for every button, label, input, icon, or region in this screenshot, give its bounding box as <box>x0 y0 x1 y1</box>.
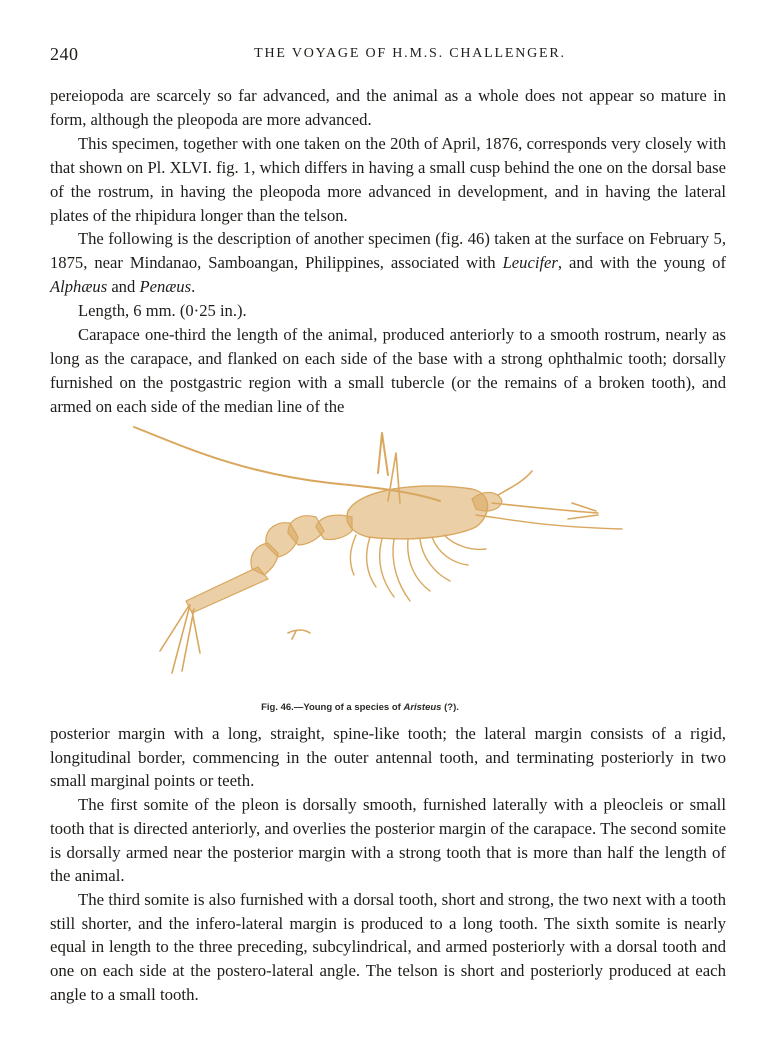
caption-genus: Aristeus <box>403 702 442 713</box>
caption-suffix: (?). <box>441 702 459 713</box>
figure-caption <box>150 702 570 713</box>
text-run: , and with the young of <box>557 253 726 273</box>
text-run: The following is the description of another specimen (fig. 46) taken at the surface on February 5, 1875, near Mindanao, Samboangan, Philippines, associated with <box>50 229 726 273</box>
paragraph-specimen-description <box>50 227 726 299</box>
figure-46-illustration <box>120 415 640 683</box>
genus-alphaeus: Alphæus <box>50 277 108 297</box>
paragraph-third-somite: The third somite is also furnished with a dorsal tooth, short and strong, the two next with a tooth still shorter, and the infero-lateral margin is produced to a long tooth. The sixth somite is nearly equal in length to the three preceding, subcylindrical, and armed posteriorly with a dorsal tooth and one on each side at the postero-lateral angle. The telson is short and posteriorly produced at each angle to a small tooth. <box>50 889 726 1004</box>
paragraph-specimen-comparison: This specimen, together with one taken on the 20th of April, 1876, corresponds very closely with that shown on Pl. XLVI. fig. 1, which differs in having a small cusp behind the one on the dorsal base of the rostrum, in having the pleopoda more advanced in development, and in having the lateral plates of the rhipidura longer than the telson. <box>50 133 726 225</box>
text-run: and <box>107 277 140 297</box>
aristeus-larva-drawing <box>120 415 640 683</box>
text-run: . <box>191 277 196 297</box>
caption-prefix: Fig. 46.—Young of a species of <box>261 702 404 713</box>
paragraph-posterior-margin: posterior margin with a long, straight, spine-like tooth; the lateral margin consists of a rigid, longitudinal border, commencing in the outer antennal tooth, and terminating posteriorly in two small marginal points or teeth. <box>50 724 726 791</box>
body-text-top <box>50 84 726 419</box>
genus-penaeus: Penæus <box>139 277 192 297</box>
paragraph-first-somite: The first somite of the pleon is dorsally smooth, furnished laterally with a pleocleis or small tooth that is directed anteriorly, and overlies the posterior margin of the carapace. The second somite is dorsally armed near the posterior margin with a strong tooth that is more than half the length of the animal. <box>50 795 726 886</box>
body-text-bottom <box>50 722 726 1006</box>
paragraph-continued: pereiopoda are scarcely so far advanced, and the animal as a whole does not appear so mature in form, although the pleopoda are more advanced. <box>50 86 726 129</box>
running-title: THE VOYAGE OF H.M.S. CHALLENGER. <box>254 46 566 61</box>
paragraph-length: Length, 6 mm. (0·25 in.). <box>78 301 247 321</box>
paragraph-carapace: Carapace one-third the length of the animal, produced anteriorly to a smooth rostrum, nearly as long as the carapace, and flanked on each side of the base with a strong ophthalmic tooth; dorsally furnished on the postgastric region with a small tubercle (or the remains of a broken tooth), and armed on each side of the median line of the <box>50 325 726 416</box>
page-number: 240 <box>50 44 79 64</box>
genus-leucifer: Leucifer <box>502 253 558 273</box>
